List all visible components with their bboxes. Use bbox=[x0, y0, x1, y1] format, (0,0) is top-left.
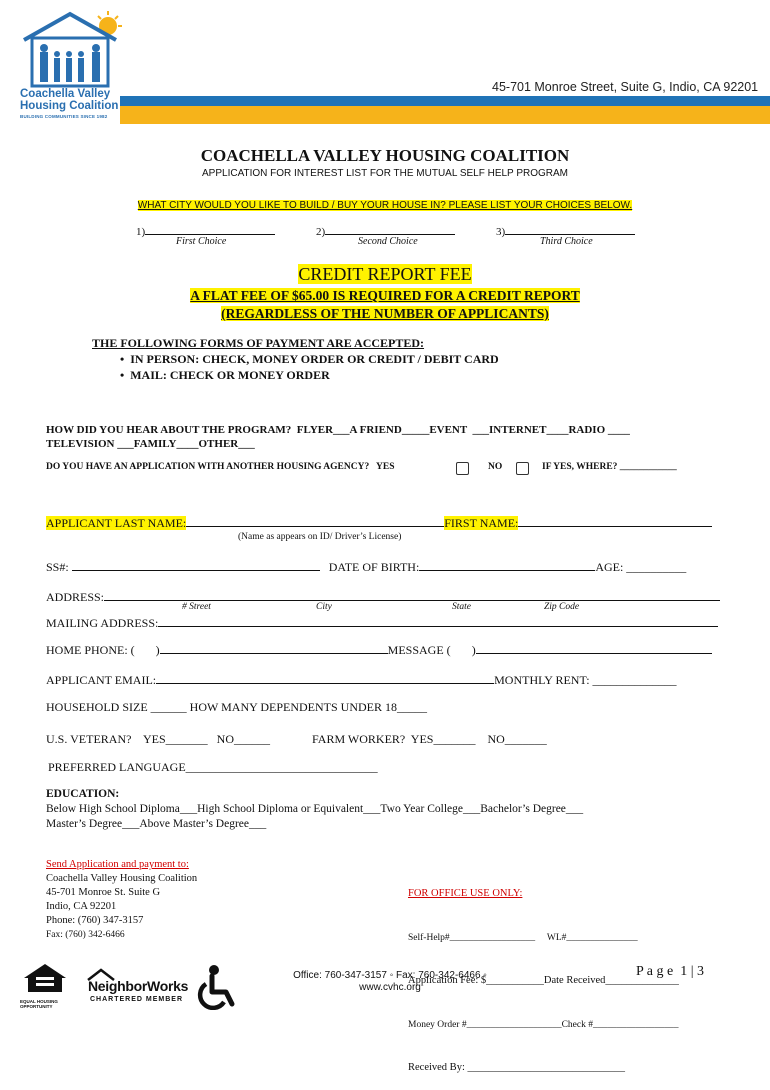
mailing-row[interactable] bbox=[46, 614, 718, 631]
credit-line1-row bbox=[0, 287, 770, 305]
choice-label-third: Third Choice bbox=[540, 236, 593, 247]
applicant-name-row[interactable] bbox=[46, 514, 712, 531]
send-line: 45-701 Monroe St. Suite G bbox=[46, 887, 161, 898]
choice-label-first: First Choice bbox=[176, 236, 227, 247]
hear-line1[interactable]: HOW DID YOU HEAR ABOUT THE PROGRAM? FLYER___A FRIEND_____EVENT ___INTERNET____RADIO ____ bbox=[46, 424, 630, 436]
credit-title: CREDIT REPORT FEE bbox=[298, 264, 472, 284]
office-money: Money Order #____________________Check #__________________ bbox=[408, 1019, 679, 1030]
choice-label-second: Second Choice bbox=[358, 236, 418, 247]
city-question-row bbox=[0, 195, 770, 213]
hear-line2[interactable]: TELEVISION ___FAMILY____OTHER___ bbox=[46, 438, 255, 450]
paren: ) bbox=[471, 643, 476, 657]
credit-line2-row bbox=[0, 305, 770, 323]
bullet-icon: • bbox=[120, 352, 125, 366]
footer-contact-phone: Office: 760-347-3157 ◦ Fax: 760-342-6466 ◦ bbox=[293, 970, 487, 981]
nw-sub: CHARTERED MEMBER bbox=[90, 996, 183, 1003]
credit-line1: A FLAT FEE OF $65.00 IS REQUIRED FOR A CREDIT REPORT bbox=[190, 288, 580, 303]
address-label: ADDRESS: bbox=[46, 590, 105, 604]
nw-name: NeighborWorks bbox=[88, 978, 189, 994]
credit-line2: (REGARDLESS OF THE NUMBER OF APPLICANTS) bbox=[221, 306, 549, 321]
page-number: P a g e 1 | 3 bbox=[636, 964, 704, 979]
education-heading: EDUCATION: bbox=[46, 788, 120, 800]
eho-line1: EQUAL HOUSING bbox=[20, 999, 58, 1004]
office-fee: Application Fee: $___________Date Received______________ bbox=[408, 975, 679, 986]
paren: ) bbox=[155, 643, 160, 657]
office-heading: FOR OFFICE USE ONLY: bbox=[408, 888, 523, 899]
email-row[interactable] bbox=[46, 671, 677, 688]
address-street-label: # Street bbox=[182, 602, 211, 612]
address-row[interactable] bbox=[46, 588, 720, 605]
agency-where[interactable]: IF YES, WHERE? ____________ bbox=[542, 462, 677, 472]
monthly-rent-label: MONTHLY RENT: ______________ bbox=[494, 673, 677, 687]
last-name-label: APPLICANT LAST NAME: bbox=[46, 516, 187, 530]
wheelchair-accessible-icon bbox=[194, 964, 238, 1010]
house-logo-icon bbox=[18, 8, 128, 90]
page-subtitle: APPLICATION FOR INTEREST LIST FOR THE MUTUAL SELF HELP PROGRAM bbox=[202, 168, 568, 179]
logo-tagline: BUILDING COMMUNITIES SINCE 1982 bbox=[20, 114, 108, 119]
cvhc-logo bbox=[18, 8, 128, 120]
header bbox=[0, 0, 770, 128]
payment-item-2: • MAIL: CHECK OR MONEY ORDER bbox=[120, 368, 330, 382]
address-zip-label: Zip Code bbox=[544, 602, 580, 612]
ss-dob-row[interactable] bbox=[46, 558, 686, 575]
agency-question: DO YOU HAVE AN APPLICATION WITH ANOTHER HOUSING AGENCY? YES bbox=[46, 462, 395, 472]
agency-no-checkbox[interactable] bbox=[516, 462, 529, 475]
farm-worker-row[interactable]: FARM WORKER? YES_______ NO_______ bbox=[312, 732, 547, 746]
footer-website[interactable]: www.cvhc.org bbox=[359, 982, 421, 993]
address-city-label: City bbox=[316, 602, 332, 612]
message-label: MESSAGE ( bbox=[387, 643, 451, 657]
name-note: (Name as appears on ID/ Driver’s License) bbox=[238, 532, 402, 542]
email-label: APPLICANT EMAIL: bbox=[46, 673, 157, 687]
send-line: Indio, CA 92201 bbox=[46, 901, 117, 912]
city-question: WHAT CITY WOULD YOU LIKE TO BUILD / BUY YOUR HOUSE IN? PLEASE LIST YOUR CHOICES BELOW. bbox=[137, 200, 633, 211]
ss-label: SS#: bbox=[46, 560, 69, 574]
age-label: AGE: __________ bbox=[595, 560, 687, 574]
office-received: Received By: ______________________________ bbox=[408, 1062, 625, 1073]
page-title: COACHELLA VALLEY HOUSING COALITION bbox=[200, 146, 570, 165]
mailing-label: MAILING ADDRESS: bbox=[46, 616, 159, 630]
send-line: Fax: (760) 342-6466 bbox=[46, 930, 125, 940]
footer-contact bbox=[270, 970, 510, 994]
household-row[interactable]: HOUSEHOLD SIZE ______ HOW MANY DEPENDENTS UNDER 18_____ bbox=[46, 700, 427, 714]
home-phone-label: HOME PHONE: ( bbox=[46, 643, 135, 657]
header-address: 45-701 Monroe Street, Suite G, Indio, CA 92201 bbox=[492, 80, 759, 94]
equal-housing-logo bbox=[20, 962, 70, 1012]
agency-no-label: NO bbox=[488, 462, 503, 472]
payment-item-1: • IN PERSON: CHECK, MONEY ORDER OR CREDIT / DEBIT CARD bbox=[120, 352, 499, 366]
payment-heading: THE FOLLOWING FORMS OF PAYMENT ARE ACCEPTED: bbox=[92, 336, 425, 350]
equal-housing-icon bbox=[20, 962, 70, 994]
office-selfhelp: Self-Help#__________________ WL#_______________ bbox=[408, 932, 638, 943]
agency-yes-checkbox[interactable] bbox=[456, 462, 469, 475]
education-line1[interactable]: Below High School Diploma___High School Diploma or Equivalent___Two Year College___Bachelor’s Degree___ bbox=[46, 803, 584, 815]
header-bar-yellow bbox=[120, 106, 770, 124]
send-heading: Send Application and payment to: bbox=[46, 859, 189, 870]
first-name-label: FIRST NAME: bbox=[444, 516, 519, 530]
send-line: Coachella Valley Housing Coalition bbox=[46, 873, 198, 884]
credit-title-row bbox=[0, 264, 770, 285]
education-line2[interactable]: Master’s Degree___Above Master’s Degree___ bbox=[46, 818, 267, 830]
choice-number: 2) bbox=[316, 226, 326, 238]
neighborworks-logo bbox=[84, 968, 188, 1008]
choice-number: 3) bbox=[496, 226, 506, 238]
dob-label: DATE OF BIRTH: bbox=[328, 560, 420, 574]
send-block bbox=[46, 858, 197, 942]
logo-line2: Housing Coalition bbox=[20, 100, 119, 112]
language-row[interactable]: PREFERRED LANGUAGE________________________________ bbox=[48, 760, 378, 774]
header-bar-blue bbox=[120, 96, 770, 106]
address-state-label: State bbox=[452, 602, 471, 612]
send-line: Phone: (760) 347-3157 bbox=[46, 915, 144, 926]
bullet-icon: • bbox=[120, 368, 125, 382]
eho-line2: OPPORTUNITY bbox=[20, 1004, 53, 1009]
phone-row[interactable] bbox=[46, 641, 712, 658]
logo-line1: Coachella Valley bbox=[20, 88, 111, 100]
veteran-row[interactable]: U.S. VETERAN? YES_______ NO______ bbox=[46, 732, 270, 746]
choice-number: 1) bbox=[136, 226, 146, 238]
